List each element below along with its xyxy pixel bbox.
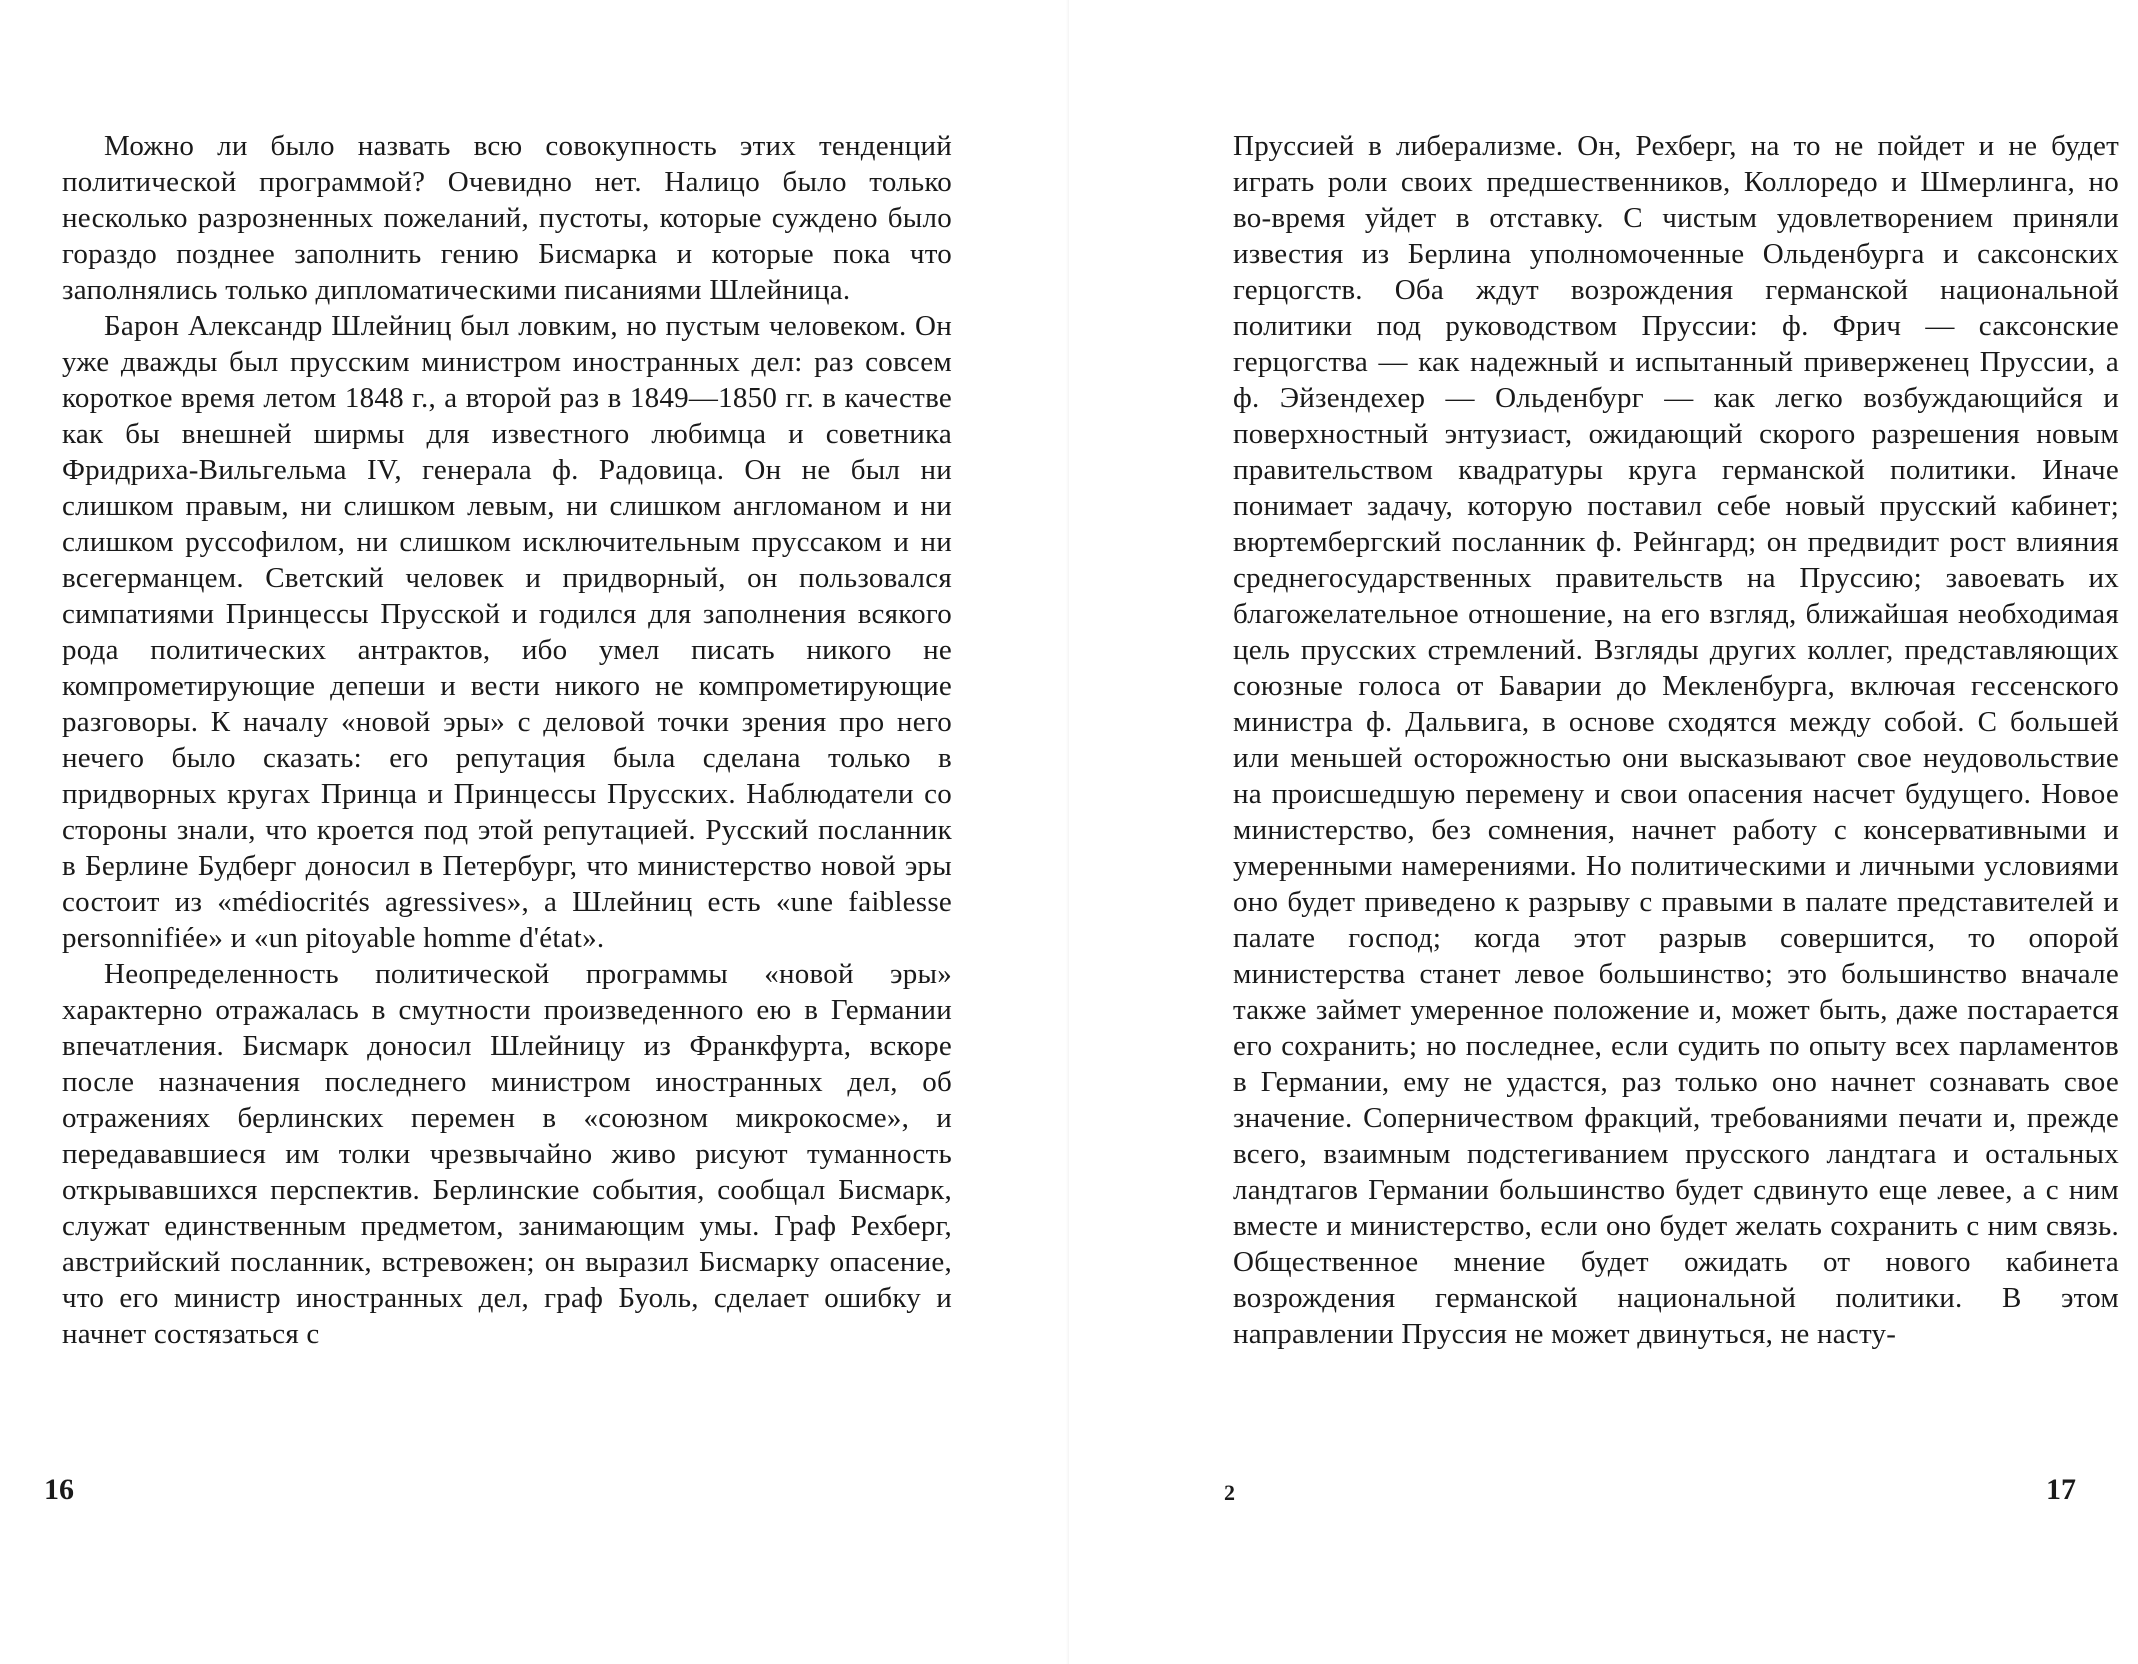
paragraph: Пруссией в либерализме. Он, Рехберг, на то не пойдет и не будет играть роли своих предшественников, Коллоредо и Шмерлинга, но во-время уйдет в отставку. С чистым удовлетворением приняли известия из Берлина уполномоченные Ольденбурга и саксонских герцогств. Оба ждут возрождения германской национальной политики под руководством Пруссии: ф. Фрич — саксонские герцогства — как надежный и испытанный приверженец Пруссии, а ф. Эйзендехер — Ольденбург — как легко возбуждающийся и поверхностный энтузиаст, ожидающий скорого разрешения новым правительством квадратуры круга германской политики. Иначе понимает задачу, которую поставил себе новый прусский кабинет; вюртембергский посланник ф. Рейнгард; он предвидит рост влияния среднегосударственных правительств на Пруссию; завоевать их благожелательное отношение, на его взгляд, ближайшая необходимая цель прусских стремлений. Взгляды других коллег, представляющих союзные голоса от Баварии до Мекленбурга, включая гессенского министра ф. Дальвига, в основе сходятся между собой. С большей или меньшей осторожностью они высказывают свое неудовольствие на происшедшую перемену и свои опасения насчет будущего. Новое министерство, без сомнения, начнет работу с консервативными и умеренными намерениями. Но политическими и личными условиями оно будет приведено к разрыву с правыми в палате представителей и палате господ; когда этот разрыв совершится, то опорой министерства станет левое большинство; это большинство вначале также займет умеренное положение и, может быть, даже постарается его сохранить; но последнее, если судить по опыту всех парламентов в Германии, ему не удастся, раз только оно начнет сознавать свое значение. Соперничеством фракций, требованиями печати и, прежде всего, взаимным подстегиванием прусского ландтага и остальных ландтагов Германии большинство будет сдвинуто еще левее, а с ним вместе и министерство, если оно будет желать сохранить с ним связь. Общественное мнение будет ожидать от нового кабинета возрождения германской национальной политики. В этом направлении Пруссия не может двинуться, не насту- <box>1233 130 2119 1350</box>
left-page-text <box>62 128 952 1352</box>
signature-mark: 2 <box>1224 1480 1235 1505</box>
paragraph: Неопределенность политической программы «новой эры» характерно отражалась в смутности произведенного ею в Германии впечатления. Бисмарк доносил Шлейницу из Франкфурта, вскоре после назначения последнего министром иностранных дел, об отражениях берлинских перемен в «союзном микрокосме», и передававшиеся им толки чрезвычайно живо рисуют туманность открывавшихся перспектив. Берлинские события, сообщал Бисмарк, служат единственным предметом, занимающим умы. Граф Рехберг, австрийский посланник, встревожен; он выразил Бисмарку опасение, что его министр иностранных дел, граф Буоль, сделает ошибку и начнет состязаться с <box>62 958 952 1350</box>
page-number-right: 17 <box>2046 1473 2076 1506</box>
paragraph: Можно ли было назвать всю совокупность этих тенденций политической программой? Очевидно нет. Налицо было только несколько разрозненных пожеланий, пустоты, которые суждено было гораздо позднее заполнить гению Бисмарка и которые пока что заполнялись только дипломатическими писаниями Шлейница. <box>62 130 952 306</box>
right-page-text <box>1233 128 2119 1352</box>
page-number-left: 16 <box>44 1473 74 1506</box>
paragraph: Барон Александр Шлейниц был ловким, но пустым человеком. Он уже дважды был прусским министром иностранных дел: раз совсем короткое время летом 1848 г., а второй раз в 1849—1850 гг. в качестве как бы внешней ширмы для известного любимца и советника Фридриха-Вильгельма IV, генерала ф. Радовица. Он не был ни слишком правым, ни слишком левым, ни слишком англоманом и ни слишком руссофилом, ни слишком исключительным пруссаком и ни всегерманцем. Светский человек и придворный, он пользовался симпатиями Принцессы Прусской и годился для заполнения всякого рода политических антрактов, ибо умел писать никого не компрометирующие депеши и вести никого не компрометирующие разговоры. К началу «новой эры» с деловой точки зрения про него нечего было сказать: его репутация была сделана только в придворных кругах Принца и Принцессы Прусских. Наблюдатели со стороны знали, что кроется под этой репутацией. Русский посланник в Берлине Будберг доносил в Петербург, что министерство новой эры состоит из «médiocrités agressives», а Шлейниц есть «une faiblesse personnifiée» и «un pitoyable homme d'état». <box>62 310 952 954</box>
